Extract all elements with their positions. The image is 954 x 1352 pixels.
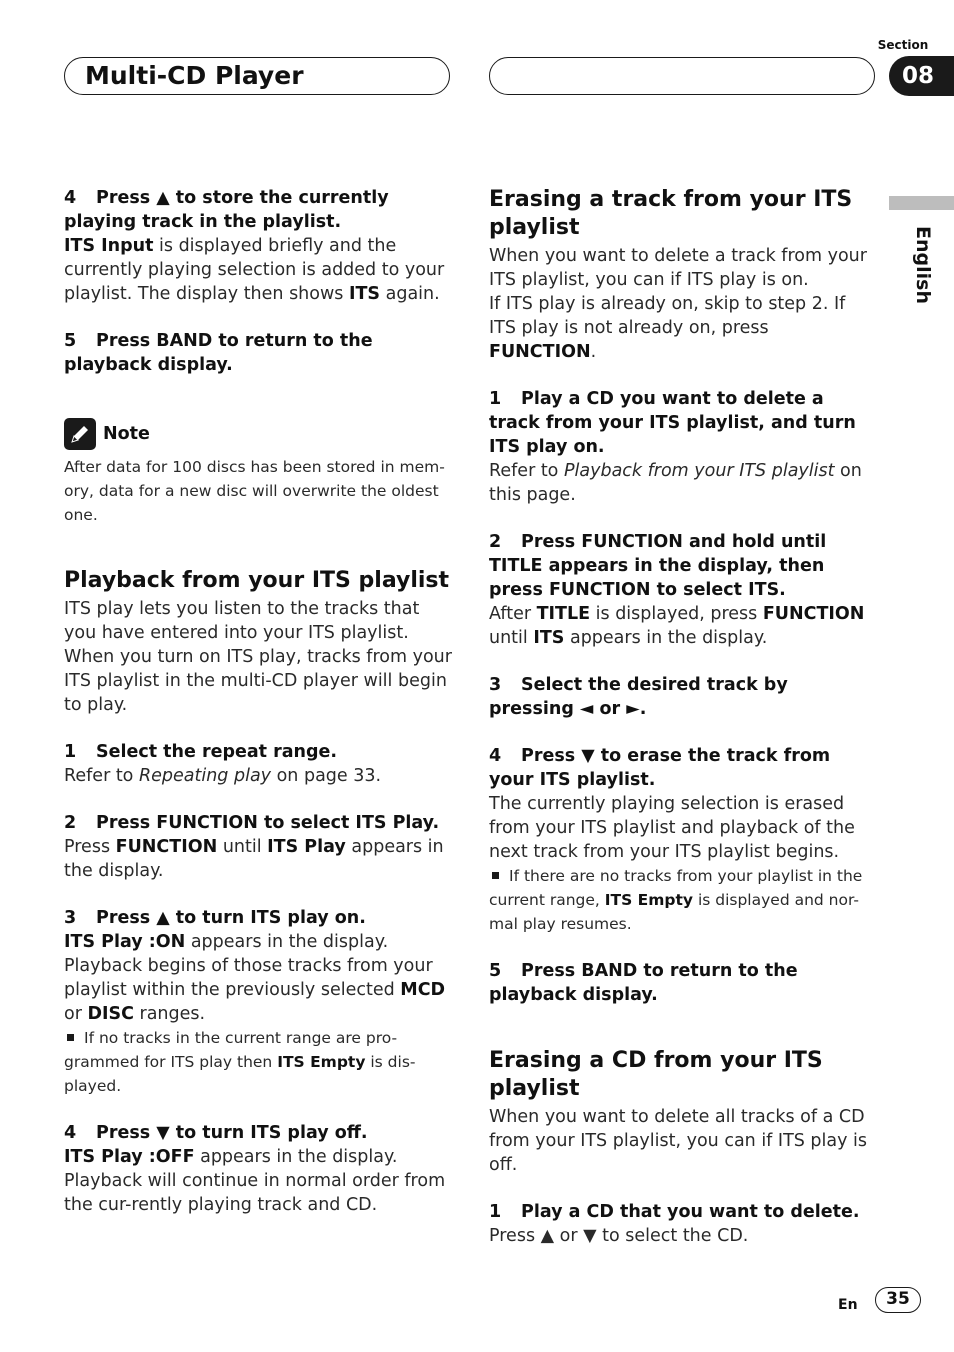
section-intro: When you want to delete all tracks of a CD from your ITS playlist, you can if ITS play is off. (489, 1107, 868, 1175)
step-heading: 1 Play a CD that you want to delete. (489, 1202, 860, 1222)
step-body: After TITLE is displayed, press FUNCTION until ITS appears in the display. (489, 604, 865, 648)
section-heading-erase-cd: Erasing a CD from your ITS playlist (489, 1048, 823, 1101)
step-body: ITS Play :ON appears in the display. Playback begins of those tracks from your playlist within the previously selected MCD or DISC ranges. (64, 932, 446, 1024)
bullet-square-icon (67, 1034, 74, 1041)
step-body: ITS Play :OFF appears in the display. Playback will continue in normal order from the cur-rently playing track and CD. (64, 1147, 446, 1215)
note-label: Note (103, 424, 150, 444)
step-heading: 5 Press BAND to return to the playback display. (489, 961, 798, 1005)
step-heading: 4 Press ▲ to store the currently playing track in the playlist. (64, 188, 389, 232)
step-body: ITS Input is displayed briefly and the currently playing selection is added to your playlist. The display then shows ITS again. (64, 236, 445, 304)
step-heading: 1 Play a CD you want to delete a track from your ITS playlist, and turn ITS play on. (489, 389, 856, 457)
bullet-square-icon (492, 872, 499, 879)
step-heading: 3 Press ▲ to turn ITS play on. (64, 908, 366, 928)
language-tab-bar (889, 196, 954, 210)
step-heading: 4 Press ▼ to turn ITS play off. (64, 1123, 368, 1143)
note-text: After data for 100 discs has been stored in mem-ory, data for a new disc will overwrite the oldest one. (64, 458, 445, 524)
blank-header-frame (489, 57, 875, 95)
step-heading: 2 Press FUNCTION and hold until TITLE appears in the display, then press FUNCTION to select ITS. (489, 532, 827, 600)
section-heading-playback: Playback from your ITS playlist (64, 568, 450, 593)
pencil-icon (64, 418, 96, 450)
step-body: Press ▲ or ▼ to select the CD. (489, 1226, 749, 1246)
step-body: Press FUNCTION until ITS Play appears in the display. (64, 837, 444, 881)
step-heading: 5 Press BAND to return to the playback display. (64, 331, 373, 375)
section-intro: ITS play lets you listen to the tracks that you have entered into your ITS playlist. When you turn on ITS play, tracks from your ITS playlist in the multi-CD player will begin to play. (64, 599, 452, 715)
right-column (489, 186, 877, 1248)
note-header (64, 417, 452, 451)
left-column (64, 186, 452, 1217)
step-body: The currently playing selection is erased from your ITS playlist and playback of the next track from your ITS playlist begins. (489, 794, 855, 862)
step-heading: 3 Select the desired track by pressing ◄ or ►. (489, 675, 788, 719)
section-intro: If ITS play is already on, skip to step 2. If ITS play is not already on, press FUNCTION. (489, 294, 846, 362)
step-heading: 2 Press FUNCTION to select ITS Play. (64, 813, 440, 833)
page-title: Multi-CD Player (85, 61, 304, 90)
step-heading: 4 Press ▼ to erase the track from your ITS playlist. (489, 746, 831, 790)
page-number: 35 (875, 1287, 921, 1313)
bullet-note: If there are no tracks from your playlist in the current range, ITS Empty is displayed and nor-mal play resumes. (489, 867, 863, 933)
step-body: Refer to Repeating play on page 33. (64, 766, 382, 786)
section-intro: When you want to delete a track from your ITS playlist, you can if ITS play is on. (489, 246, 867, 290)
step-body: Refer to Playback from your ITS playlist on this page. (489, 461, 862, 505)
section-heading-erase-track: Erasing a track from your ITS playlist (489, 187, 853, 240)
section-number-badge: 08 (889, 56, 954, 96)
footer-language: En (838, 1297, 858, 1313)
bullet-note: If no tracks in the current range are pro-grammed for ITS play then ITS Empty is dis-played. (64, 1029, 416, 1095)
step-heading: 1 Select the repeat range. (64, 742, 338, 762)
language-tab: English (912, 226, 934, 304)
section-label: Section (877, 38, 929, 52)
